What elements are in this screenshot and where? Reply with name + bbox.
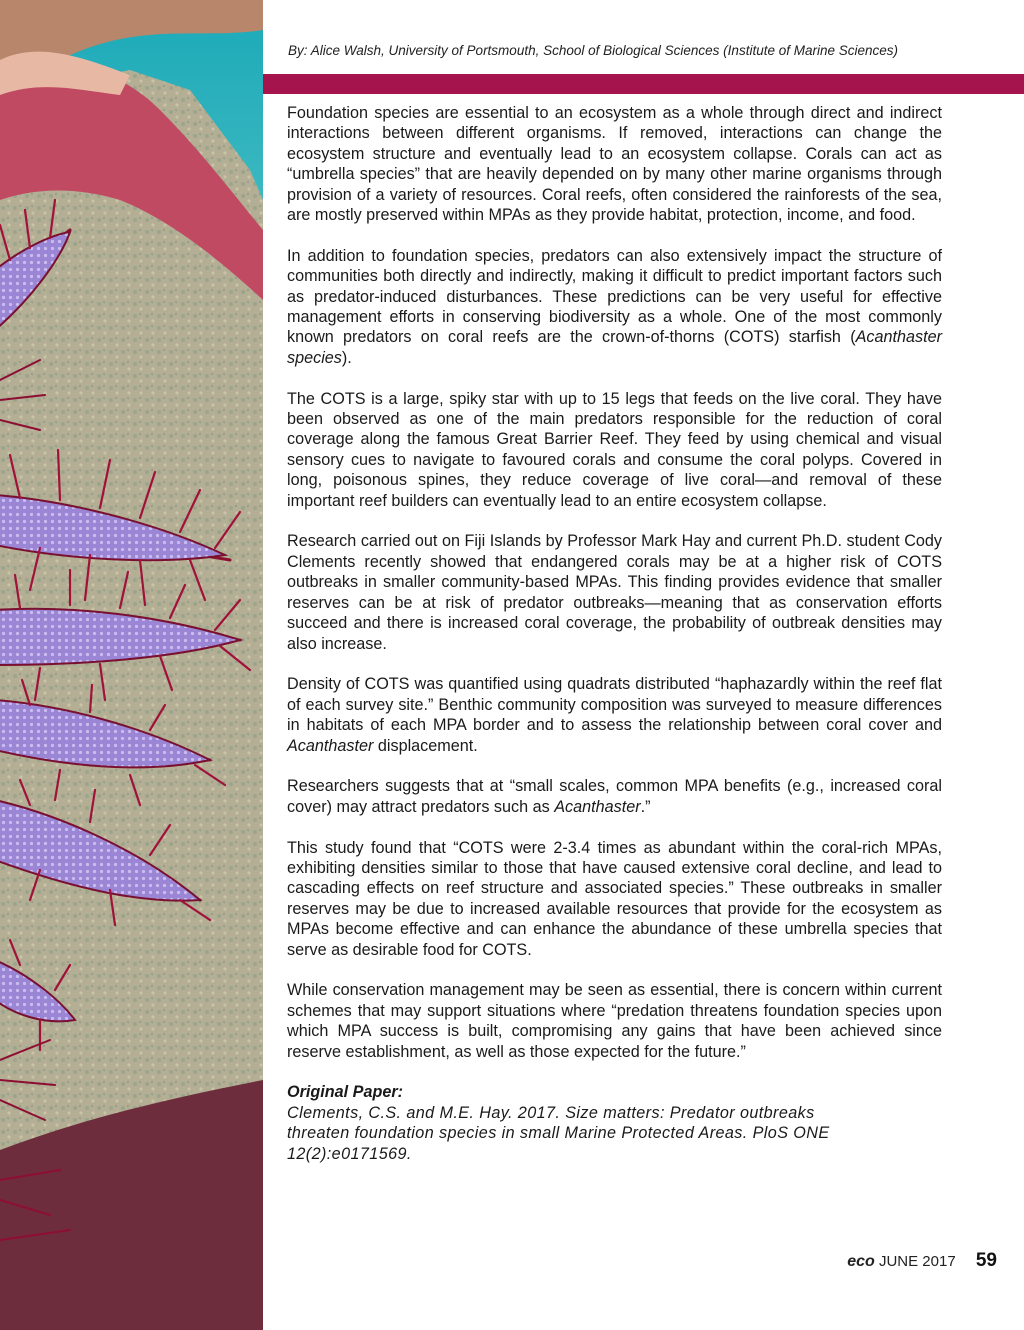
- paragraph-6: [287, 776, 942, 817]
- paragraph-5-tail: displacement.: [373, 736, 478, 755]
- page-footer: [847, 1250, 997, 1272]
- page-number: 59: [975, 1250, 997, 1271]
- article-body: [287, 103, 942, 1164]
- header-color-band: [263, 74, 1024, 94]
- paragraph-8: While conservation management may be seen as essential, there is concern within current schemes that may support situations where “predation threatens foundation species upon which MPA success is built, compromising any gains that have been achieved since reserve establishment, as well as those expected for the future.”: [287, 981, 942, 1061]
- paragraph-3: The COTS is a large, spiky star with up to 15 legs that feeds on the live coral. They have been observed as one of the main predators responsible for the reduction of coral coverage along the famous Great Barrier Reef. They feed by using chemical and visual sensory cues to navigate to favoured corals and consume the coral polyps. Covered in long, poisonous spines, they reduce coverage of live coral—and removal of these important reef builders can eventually lead to an entire ecosystem collapse.: [287, 389, 942, 510]
- reference-line: Clements, C.S. and M.E. Hay. 2017. Size matters: Predator outbreaks: [287, 1103, 815, 1122]
- paragraph-2-text: In addition to foundation species, predators can also extensively impact the structure of communities both directly and indirectly, making it difficult to predict important factors such as predator-induced disturbances. These predictions can be very useful for effective management efforts in conserving biodiversity as a whole. One of the most commonly known predators on coral reefs are the crown-of-thorns (COTS) starfish (: [287, 246, 942, 347]
- paragraph-2-tail: ).: [341, 348, 352, 367]
- reference-line: threaten foundation species in small Marine Protected Areas. PloS ONE: [287, 1124, 830, 1143]
- magazine-name: eco: [847, 1253, 875, 1270]
- paragraph-4: Research carried out on Fiji Islands by Professor Mark Hay and current Ph.D. student Cody Clements recently showed that endangered corals may be at a higher risk of COTS outbreaks in smaller community-based MPAs. This finding provides evidence that smaller reserves can be at risk of predator outbreaks—meaning that as conservation efforts succeed and there is increased coral coverage, the probability of outbreak densities may also increase.: [287, 532, 942, 653]
- reference-line: 12(2):e0171569.: [287, 1144, 412, 1163]
- paragraph-5-text: Density of COTS was quantified using quadrats distributed “haphazardly within the reef flat of each survey site.” Benthic community composition was surveyed to measure differences in habitats of each MPA border and to assess the relationship between coral cover and: [287, 675, 942, 735]
- species-name-italic: Acanthaster species: [287, 328, 942, 367]
- author-byline: By: Alice Walsh, University of Portsmouth, School of Biological Sciences (Institute of Marine Sciences): [288, 43, 899, 58]
- paragraph-2: [287, 246, 942, 368]
- cover-photo-starfish: [0, 0, 263, 1330]
- species-name-italic: Acanthaster: [554, 797, 641, 816]
- reference-citation: [287, 1103, 942, 1164]
- paragraph-6-tail: .”: [640, 797, 651, 816]
- reference-heading: Original Paper:: [287, 1083, 404, 1102]
- paragraph-7: This study found that “COTS were 2-3.4 times as abundant within the coral-rich MPAs, exhibiting densities similar to those that have caused extensive coral decline, and lead to cascading effects on reef structure and associated species.” These outbreaks in smaller reserves may be due to increased available resources that provide for the ecosystem as MPAs become effective and can enhance the abundance of these umbrella species that serve as desirable food for COTS.: [287, 838, 942, 959]
- paragraph-1: Foundation species are essential to an ecosystem as a whole through direct and indirect interactions between different organisms. If removed, interactions can change the ecosystem structure and eventually lead to an ecosystem collapse. Corals can act as “umbrella species” that are heavily depended on by many other marine organisms through provision of a variety of resources. Coral reefs, often considered the rainforests of the sea, are mostly preserved within MPAs as they provide habitat, protection, income, and food.: [287, 104, 942, 225]
- issue-date: JUNE 2017: [878, 1253, 956, 1270]
- paragraph-5: [287, 674, 942, 756]
- paragraph-6-text: Researchers suggests that at “small scales, common MPA benefits (e.g., increased coral cover) may attract predators such as: [287, 777, 942, 816]
- species-name-italic: Acanthaster: [287, 736, 374, 755]
